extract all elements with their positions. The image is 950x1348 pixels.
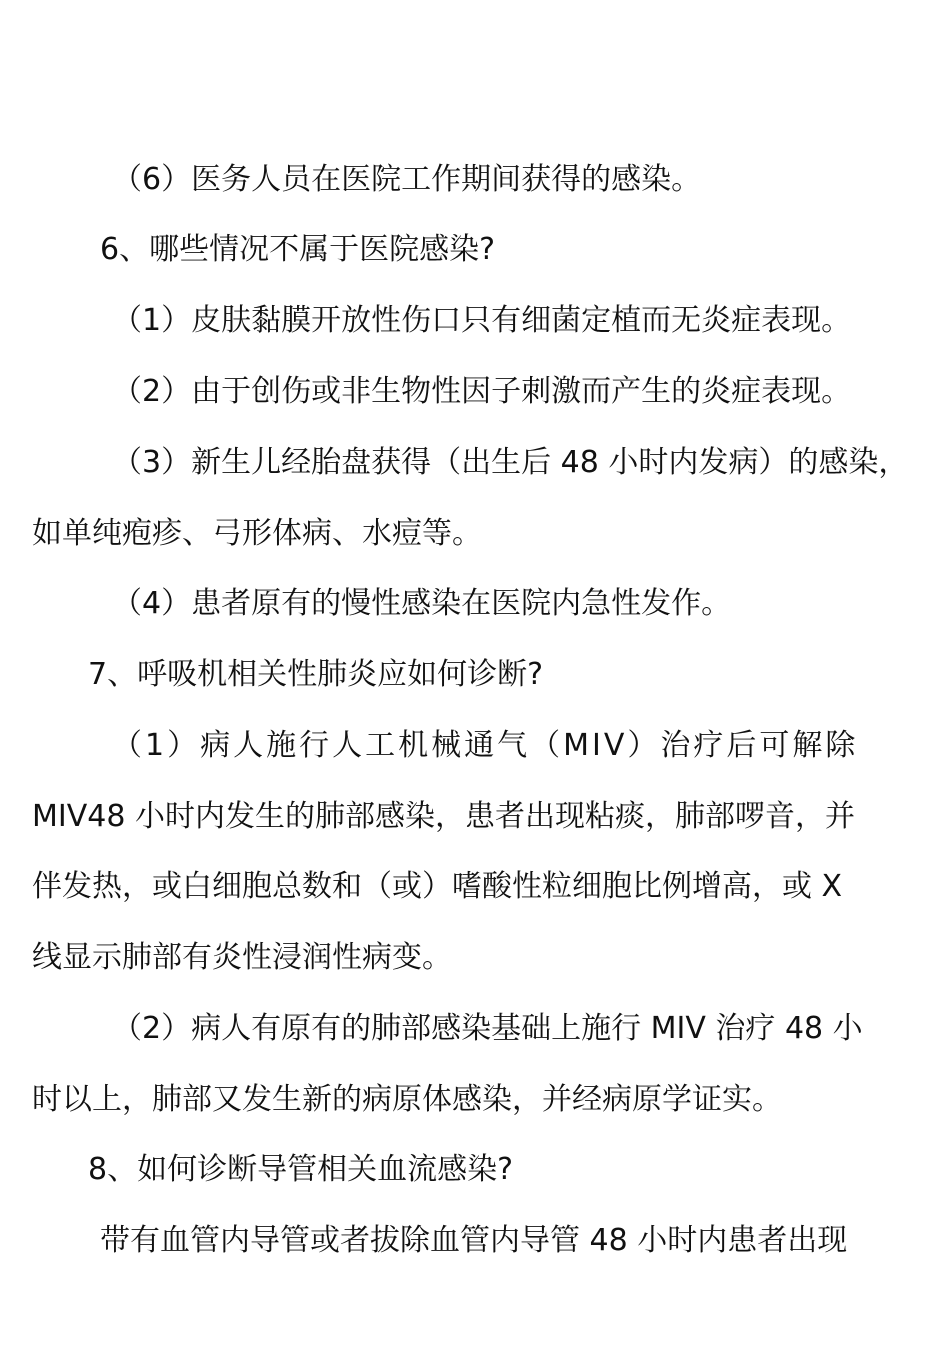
text-line-3: （1）皮肤黏膜开放性伤口只有细菌定植而无炎症表现。 xyxy=(112,303,852,338)
text-line-4: （2）由于创伤或非生物性因子刺激而产生的炎症表现。 xyxy=(112,374,852,409)
text-line-7: （4）患者原有的慢性感染在医院内急性发作。 xyxy=(112,586,732,621)
text-line-9: （1）病人施行人工机械通气（MIV）治疗后可解除 xyxy=(112,728,859,763)
text-line-1: （6）医务人员在医院工作期间获得的感染。 xyxy=(112,162,702,197)
question-6-heading: 6、哪些情况不属于医院感染? xyxy=(100,232,496,267)
text-line-12: 线显示肺部有炎性浸润性病变。 xyxy=(32,940,452,975)
text-line-14: 时以上，肺部又发生新的病原体感染，并经病原学证实。 xyxy=(32,1082,782,1117)
question-8-heading: 8、如何诊断导管相关血流感染? xyxy=(88,1152,514,1187)
text-line-11: 伴发热，或白细胞总数和（或）嗜酸性粒细胞比例增高，或 X xyxy=(32,869,843,904)
text-line-6: 如单纯疱疹、弓形体病、水痘等。 xyxy=(32,516,482,551)
question-7-heading: 7、呼吸机相关性肺炎应如何诊断? xyxy=(88,657,544,692)
text-line-16: 带有血管内导管或者拔除血管内导管 48 小时内患者出现 xyxy=(100,1223,848,1258)
text-line-10: MIV48 小时内发生的肺部感染，患者出现粘痰，肺部啰音，并 xyxy=(32,799,855,834)
text-line-13: （2）病人有原有的肺部感染基础上施行 MIV 治疗 48 小 xyxy=(112,1011,863,1046)
text-line-5: （3）新生儿经胎盘获得（出生后 48 小时内发病）的感染， xyxy=(112,445,909,480)
